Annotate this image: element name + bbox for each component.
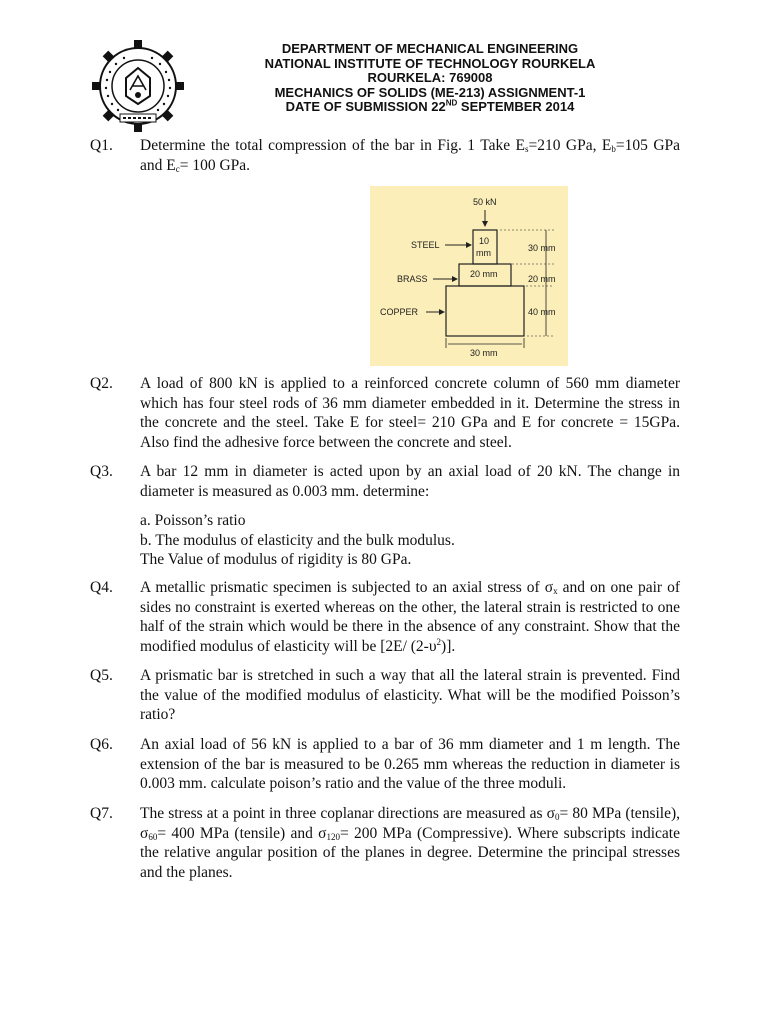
course-line: MECHANICS OF SOLIDS (ME-213) ASSIGNMENT-1 bbox=[274, 84, 586, 100]
institute-line: NATIONAL INSTITUTE OF TECHNOLOGY ROURKELA bbox=[264, 55, 596, 71]
question-text: A bar 12 mm in diameter is acted upon by an axial load of 20 kN. The change in diameter is measured as 0.003 mm. determine: bbox=[140, 463, 680, 500]
copper-label: COPPER bbox=[380, 307, 419, 317]
address-line: ROURKELA: 769008 bbox=[367, 70, 493, 86]
option-b: b. The modulus of elasticity and the bulk modulus. bbox=[140, 531, 455, 549]
question-text: The stress at a point in three coplanar directions are measured as $\sigma_0= 80$ MPa (tensile), $\sigma_{60}= 400$ MPa (tensile) and $\sigma_{120}= 200$ MPa (Compressive). Where subscripts indicate the relative angular position of the planes in degree. Determine the principal stresses and the planes. bbox=[140, 805, 681, 881]
submission-date-line: DATE OF SUBMISSION 22ND SEPTEMBER 2014 bbox=[285, 99, 575, 115]
steel-label: STEEL bbox=[411, 240, 440, 250]
document-header bbox=[210, 42, 650, 115]
question-text: A prismatic bar is stretched in such a way that all the lateral strain is prevented. Find the value of the modified modulus of elasticity. What will be the modified Poisson’s ratio? bbox=[140, 667, 680, 724]
load-label: 50 kN bbox=[473, 197, 497, 207]
brass-length-label: 20 mm bbox=[528, 274, 556, 284]
question-number: Q1. bbox=[90, 137, 113, 154]
question-4 bbox=[90, 578, 680, 656]
question-number: Q6. bbox=[90, 736, 113, 753]
question-1 bbox=[90, 136, 680, 175]
copper-diameter-label: 30 mm bbox=[470, 348, 498, 358]
question-5 bbox=[90, 666, 680, 725]
brass-label: BRASS bbox=[397, 274, 428, 284]
question-text: A metallic prismatic specimen is subjected to an axial stress of $\sigma_x$ and on one pair of sides no constraint is exerted whereas on the other, the lateral strain is restricted to one half of the strain which would be there in the absence of any constraint. Show that the modified modulus of elasticity will be [2E/ $(2-\upsilon^2)$]. bbox=[140, 579, 680, 655]
option-a: a. Poisson’s ratio bbox=[140, 512, 246, 530]
question-number: Q5. bbox=[90, 667, 113, 684]
question-number: Q7. bbox=[90, 805, 113, 822]
copper-segment bbox=[446, 286, 524, 336]
question-text: An axial load of 56 kN is applied to a bar of 36 mm diameter and 1 m length. The extension of the bar is measured to be 0.265 mm whereas the reduction in diameter is 0.003 mm. calculate poison’s ratio and the value of the three moduli. bbox=[140, 736, 680, 793]
question-text: Determine the total compression of the bar in Fig. 1 Take $E_s=210$ GPa, $E_b=105$ GPa and $E_c= 100$ GPa. bbox=[140, 137, 681, 174]
institute-logo bbox=[90, 38, 186, 134]
question-text: A load of 800 kN is applied to a reinforced concrete column of 560 mm diameter which has four steel rods of 36 mm diameter embedded in it. Determine the stress in the concrete and the steel. Take E for steel= 210 GPa and E for concrete = 15GPa. Also find the adhesive force between the concrete and steel. bbox=[140, 375, 680, 451]
copper-length-label: 40 mm bbox=[528, 307, 556, 317]
question-number: Q3. bbox=[90, 463, 113, 480]
steel-diameter-unit: mm bbox=[476, 248, 491, 258]
nit-emblem-icon bbox=[90, 38, 186, 134]
question-body bbox=[140, 462, 680, 570]
question-3 bbox=[90, 462, 680, 570]
question-7 bbox=[90, 804, 680, 882]
brass-diameter-label: 20 mm bbox=[470, 269, 498, 279]
department-line: DEPARTMENT OF MECHANICAL ENGINEERING bbox=[281, 41, 579, 56]
figure-1-compound-bar bbox=[370, 186, 568, 366]
steel-diameter-label: 10 bbox=[479, 236, 490, 246]
question-6 bbox=[90, 735, 680, 794]
question-number: Q2. bbox=[90, 375, 113, 392]
question-number: Q4. bbox=[90, 579, 113, 596]
question-note: The Value of modulus of rigidity is 80 GPa. bbox=[140, 551, 412, 569]
question-2 bbox=[90, 374, 680, 452]
steel-length-label: 30 mm bbox=[528, 243, 556, 253]
